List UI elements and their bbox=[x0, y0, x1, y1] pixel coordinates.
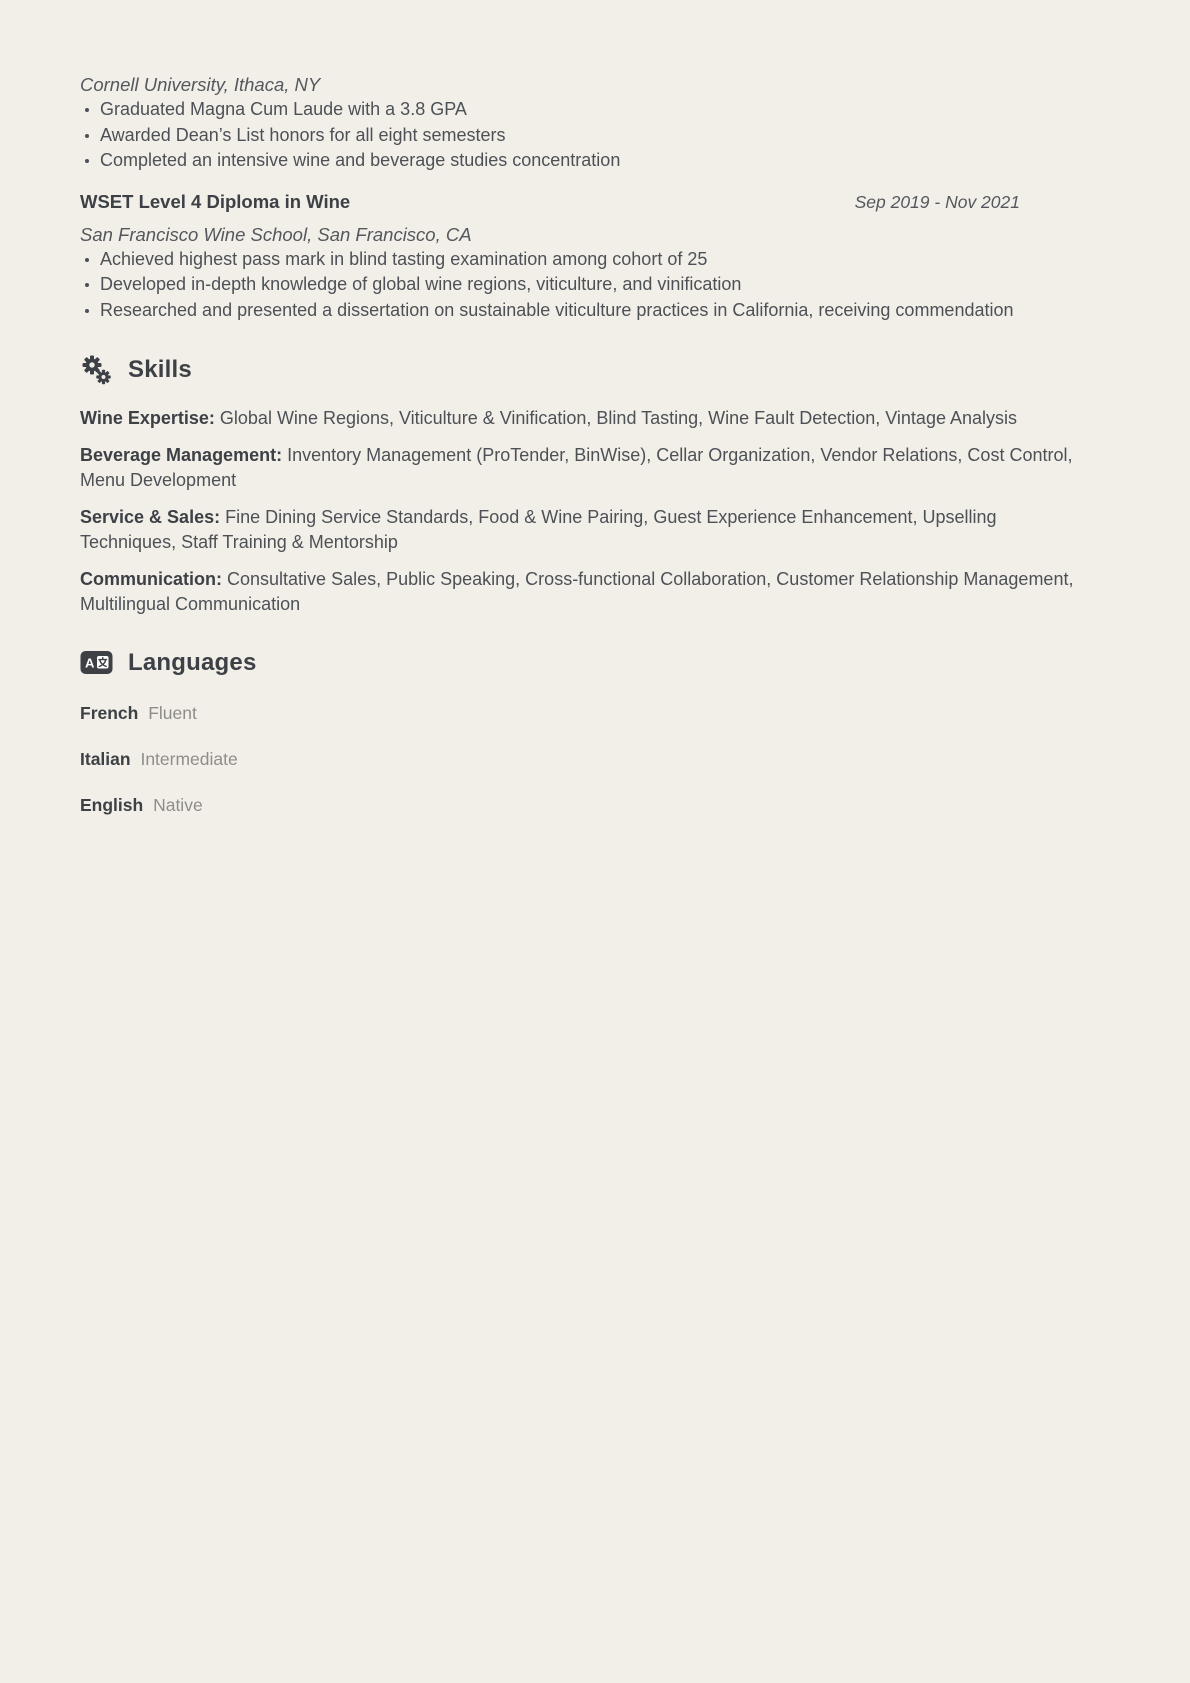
skills-section-heading bbox=[80, 354, 1110, 385]
bullet-item: Achieved highest pass mark in blind tasting examination among cohort of 25 bbox=[82, 247, 1087, 273]
education-cornell-bullet-list bbox=[80, 97, 1087, 174]
resume-content bbox=[0, 0, 1190, 815]
skill-item bbox=[80, 505, 1085, 556]
gears-icon bbox=[80, 354, 113, 385]
education-entry-header bbox=[80, 190, 1110, 214]
language-level: Native bbox=[153, 794, 203, 815]
skill-label: Beverage Management: bbox=[80, 444, 283, 465]
education-institution-sf-wine-school: San Francisco Wine School, San Francisco, CA bbox=[80, 223, 472, 245]
language-level: Fluent bbox=[148, 702, 197, 723]
translate-icon bbox=[80, 650, 113, 675]
skill-item bbox=[80, 443, 1085, 494]
bullet-item: Graduated Magna Cum Laude with a 3.8 GPA bbox=[82, 97, 1087, 123]
skill-label: Communication: bbox=[80, 568, 222, 589]
languages-section-heading bbox=[80, 649, 1110, 677]
skills-heading: Skills bbox=[128, 355, 192, 383]
bullet-item: Researched and presented a dissertation on sustainable viticulture practices in California, receiving commendation bbox=[82, 298, 1087, 324]
language-item bbox=[80, 749, 1110, 769]
skill-label: Wine Expertise: bbox=[80, 408, 215, 428]
skill-label: Service & Sales: bbox=[80, 506, 221, 527]
education-entry-title: WSET Level 4 Diploma in Wine bbox=[80, 190, 351, 212]
bullet-item: Developed in-depth knowledge of global wine regions, viticulture, and vinification bbox=[82, 272, 1087, 298]
language-name: English bbox=[80, 794, 144, 815]
languages-list bbox=[80, 703, 1110, 815]
bullet-item: Completed an intensive wine and beverage studies concentration bbox=[82, 148, 1087, 174]
skill-text: Inventory Management (ProTender, BinWise), Cellar Organization, Vendor Relations, Cost Control, Menu Development bbox=[80, 444, 1073, 490]
svg-text:A: A bbox=[85, 655, 95, 671]
skill-text: Fine Dining Service Standards, Food & Wine Pairing, Guest Experience Enhancement, Upselling Techniques, Staff Training & Mentorship bbox=[80, 506, 997, 552]
skill-item bbox=[80, 406, 1085, 432]
language-name: Italian bbox=[80, 748, 131, 769]
education-entry-date: Sep 2019 - Nov 2021 bbox=[854, 191, 1020, 212]
skills-list bbox=[80, 406, 1110, 618]
skill-text: Consultative Sales, Public Speaking, Cross-functional Collaboration, Customer Relationship Management, Multilingual Communication bbox=[80, 568, 1074, 614]
language-item bbox=[80, 703, 1110, 723]
education-institution-cornell: Cornell University, Ithaca, NY bbox=[80, 74, 321, 95]
skill-text: Global Wine Regions, Viticulture & Vinification, Blind Tasting, Wine Fault Detection, Vintage Analysis bbox=[219, 408, 1017, 428]
languages-heading: Languages bbox=[128, 648, 257, 676]
language-level: Intermediate bbox=[140, 748, 238, 769]
education-wset-bullet-list bbox=[80, 247, 1087, 324]
skill-item bbox=[80, 567, 1085, 618]
language-item bbox=[80, 795, 1110, 815]
language-name: French bbox=[80, 702, 139, 723]
bullet-item: Awarded Dean’s List honors for all eight semesters bbox=[82, 123, 1087, 149]
